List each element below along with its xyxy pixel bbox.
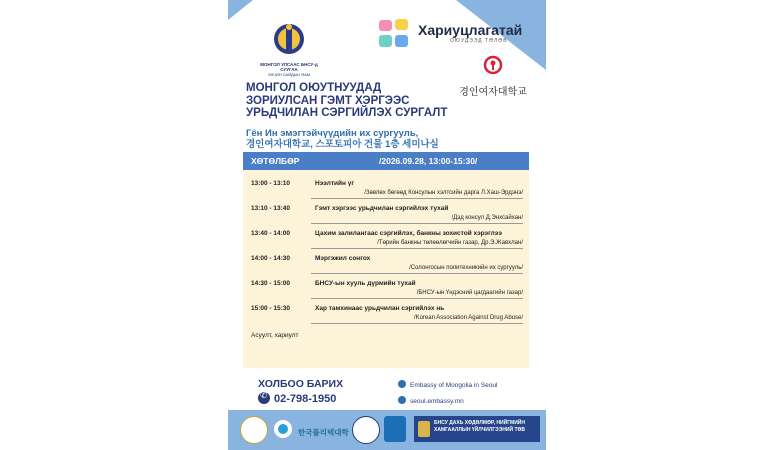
- program-date-time: /2026.09.28, 13:00-15:30/: [379, 156, 478, 166]
- venue-subtitle: [246, 128, 506, 150]
- embassy-logo: [256, 22, 322, 77]
- row-divider: [311, 323, 523, 324]
- row-speaker: /Дэд консул Д.Энхсайхан/: [451, 215, 523, 221]
- mongolia-center-logo: [414, 416, 540, 442]
- row-time: 13:10 - 13:40: [251, 205, 291, 212]
- globe-icon: [398, 396, 406, 404]
- facebook-text: Embassy of Mongolia in Seoul: [410, 382, 498, 389]
- row-topic: Нээлтийн үг: [315, 180, 355, 187]
- facebook-icon: [398, 380, 406, 388]
- row-time: 14:30 - 15:00: [251, 280, 291, 287]
- title-line: ЗОРИУЛСАН ГЭМТ ХЭРГЭЭС: [246, 94, 410, 107]
- footer-logos: [228, 410, 546, 450]
- row-topic: Гэмт хэргээс урьдчилан сэргийлэх тухай: [315, 205, 449, 212]
- bank-logo: [384, 416, 406, 442]
- polytech-name: 한국폴리텍대학: [298, 428, 349, 437]
- program-row: [243, 180, 529, 204]
- facebook-link[interactable]: [398, 380, 497, 389]
- mongolia-center-name: БНСУ ДАХЬ ХӨДӨЛМӨР, НИЙГМИЙН ХАМГААЛЛЫН ҮЙЛЧИЛГЭЭНИЙ ТӨВ: [434, 420, 526, 433]
- soyombo-icon: [418, 421, 430, 437]
- row-time: 13:00 - 13:10: [251, 180, 291, 187]
- row-speaker: /Зөвлөх бөгөөд Консулын хэлтсийн дарга Л.Хаш-Эрдэнэ/: [364, 190, 523, 196]
- page-title: [246, 82, 506, 120]
- phone-number: [258, 392, 336, 405]
- program-row: [243, 280, 529, 304]
- embassy-name-line2: ЭЛЧИН САЙДЫН ЯАМ: [267, 71, 311, 77]
- program-heading: ХӨТӨЛБӨР: [251, 156, 300, 166]
- contact-title: ХОЛБОО БАРИХ: [258, 378, 344, 390]
- row-topic: БНСУ-ын хууль дүрмийн тухай: [315, 280, 416, 287]
- row-speaker: /Төрийн банкны төлөөлөгчийн газар, Др.Э.Жавхлан/: [377, 240, 523, 246]
- phone-icon: [258, 392, 270, 404]
- phone-text: 02-798-1950: [274, 393, 337, 405]
- website-text: seoul.embassy.mn: [410, 398, 464, 405]
- title-line: МОНГОЛ ОЮУТНУУДАД: [246, 82, 382, 94]
- volunteer-name: Хариуцлагатай: [418, 22, 523, 38]
- key-emblem-icon: [481, 54, 505, 78]
- program-row: [243, 255, 529, 279]
- speech-faces-icon: [378, 18, 410, 50]
- row-divider: [311, 298, 523, 299]
- mongolia-emblem-icon: [269, 22, 309, 56]
- row-speaker: /Солонгосын политехникийн их сургууль/: [409, 265, 523, 271]
- row-time: 13:40 - 14:00: [251, 230, 291, 237]
- row-divider: [311, 248, 523, 249]
- university-name: 경인여자대학교: [459, 87, 527, 98]
- website-link[interactable]: [398, 396, 464, 405]
- volunteer-logo: [378, 16, 538, 52]
- polytech-logo: [272, 416, 294, 447]
- row-topic: Мэргэжил сонгох: [315, 255, 371, 262]
- poster: [228, 0, 546, 450]
- row-topic: Цахим залилангаас сэргийлэх, банкны зохистой хэрэглээ: [315, 230, 502, 237]
- polytech-emblem-icon: [272, 416, 294, 442]
- row-topic: Хар тамхинаас урьдчилан сэргийлэх нь: [315, 305, 445, 312]
- row-time: 14:00 - 14:30: [251, 255, 291, 262]
- subtitle-line: 경인여자대학교, 스포토피아 건물 1층 세미나실: [246, 139, 439, 150]
- title-line: УРЬДЧИЛАН СЭРГИЙЛЭХ СУРГАЛТ: [246, 107, 448, 119]
- program-row: [243, 230, 529, 254]
- row-divider: [311, 198, 523, 199]
- row-divider: [311, 273, 523, 274]
- embassy-name-line1: МОНГОЛ УЛСААС БНСУ-д СУУГАА: [260, 62, 318, 72]
- program-row: [243, 305, 529, 329]
- program-header: [243, 152, 529, 170]
- program-box: [243, 152, 529, 368]
- association-logo: [352, 416, 380, 444]
- corner-decoration-left: [228, 0, 253, 20]
- row-time: 15:00 - 15:30: [251, 305, 291, 312]
- police-logo: [240, 416, 268, 444]
- row-speaker: /Korean Association Against Drug Abuse/: [413, 315, 523, 321]
- row-speaker: /БНСУ-ын Үндэсний цагдаагийн газар/: [416, 290, 523, 296]
- row-divider: [311, 223, 523, 224]
- subtitle-line: Гён Ин эмэгтэйчүүдийн их сургууль,: [246, 128, 419, 139]
- program-row: [243, 205, 529, 229]
- qa-item: Асуулт, хариулт: [251, 332, 299, 339]
- volunteer-subtitle: ОЮУДЭЭД ТӨЛӨВ: [450, 38, 508, 44]
